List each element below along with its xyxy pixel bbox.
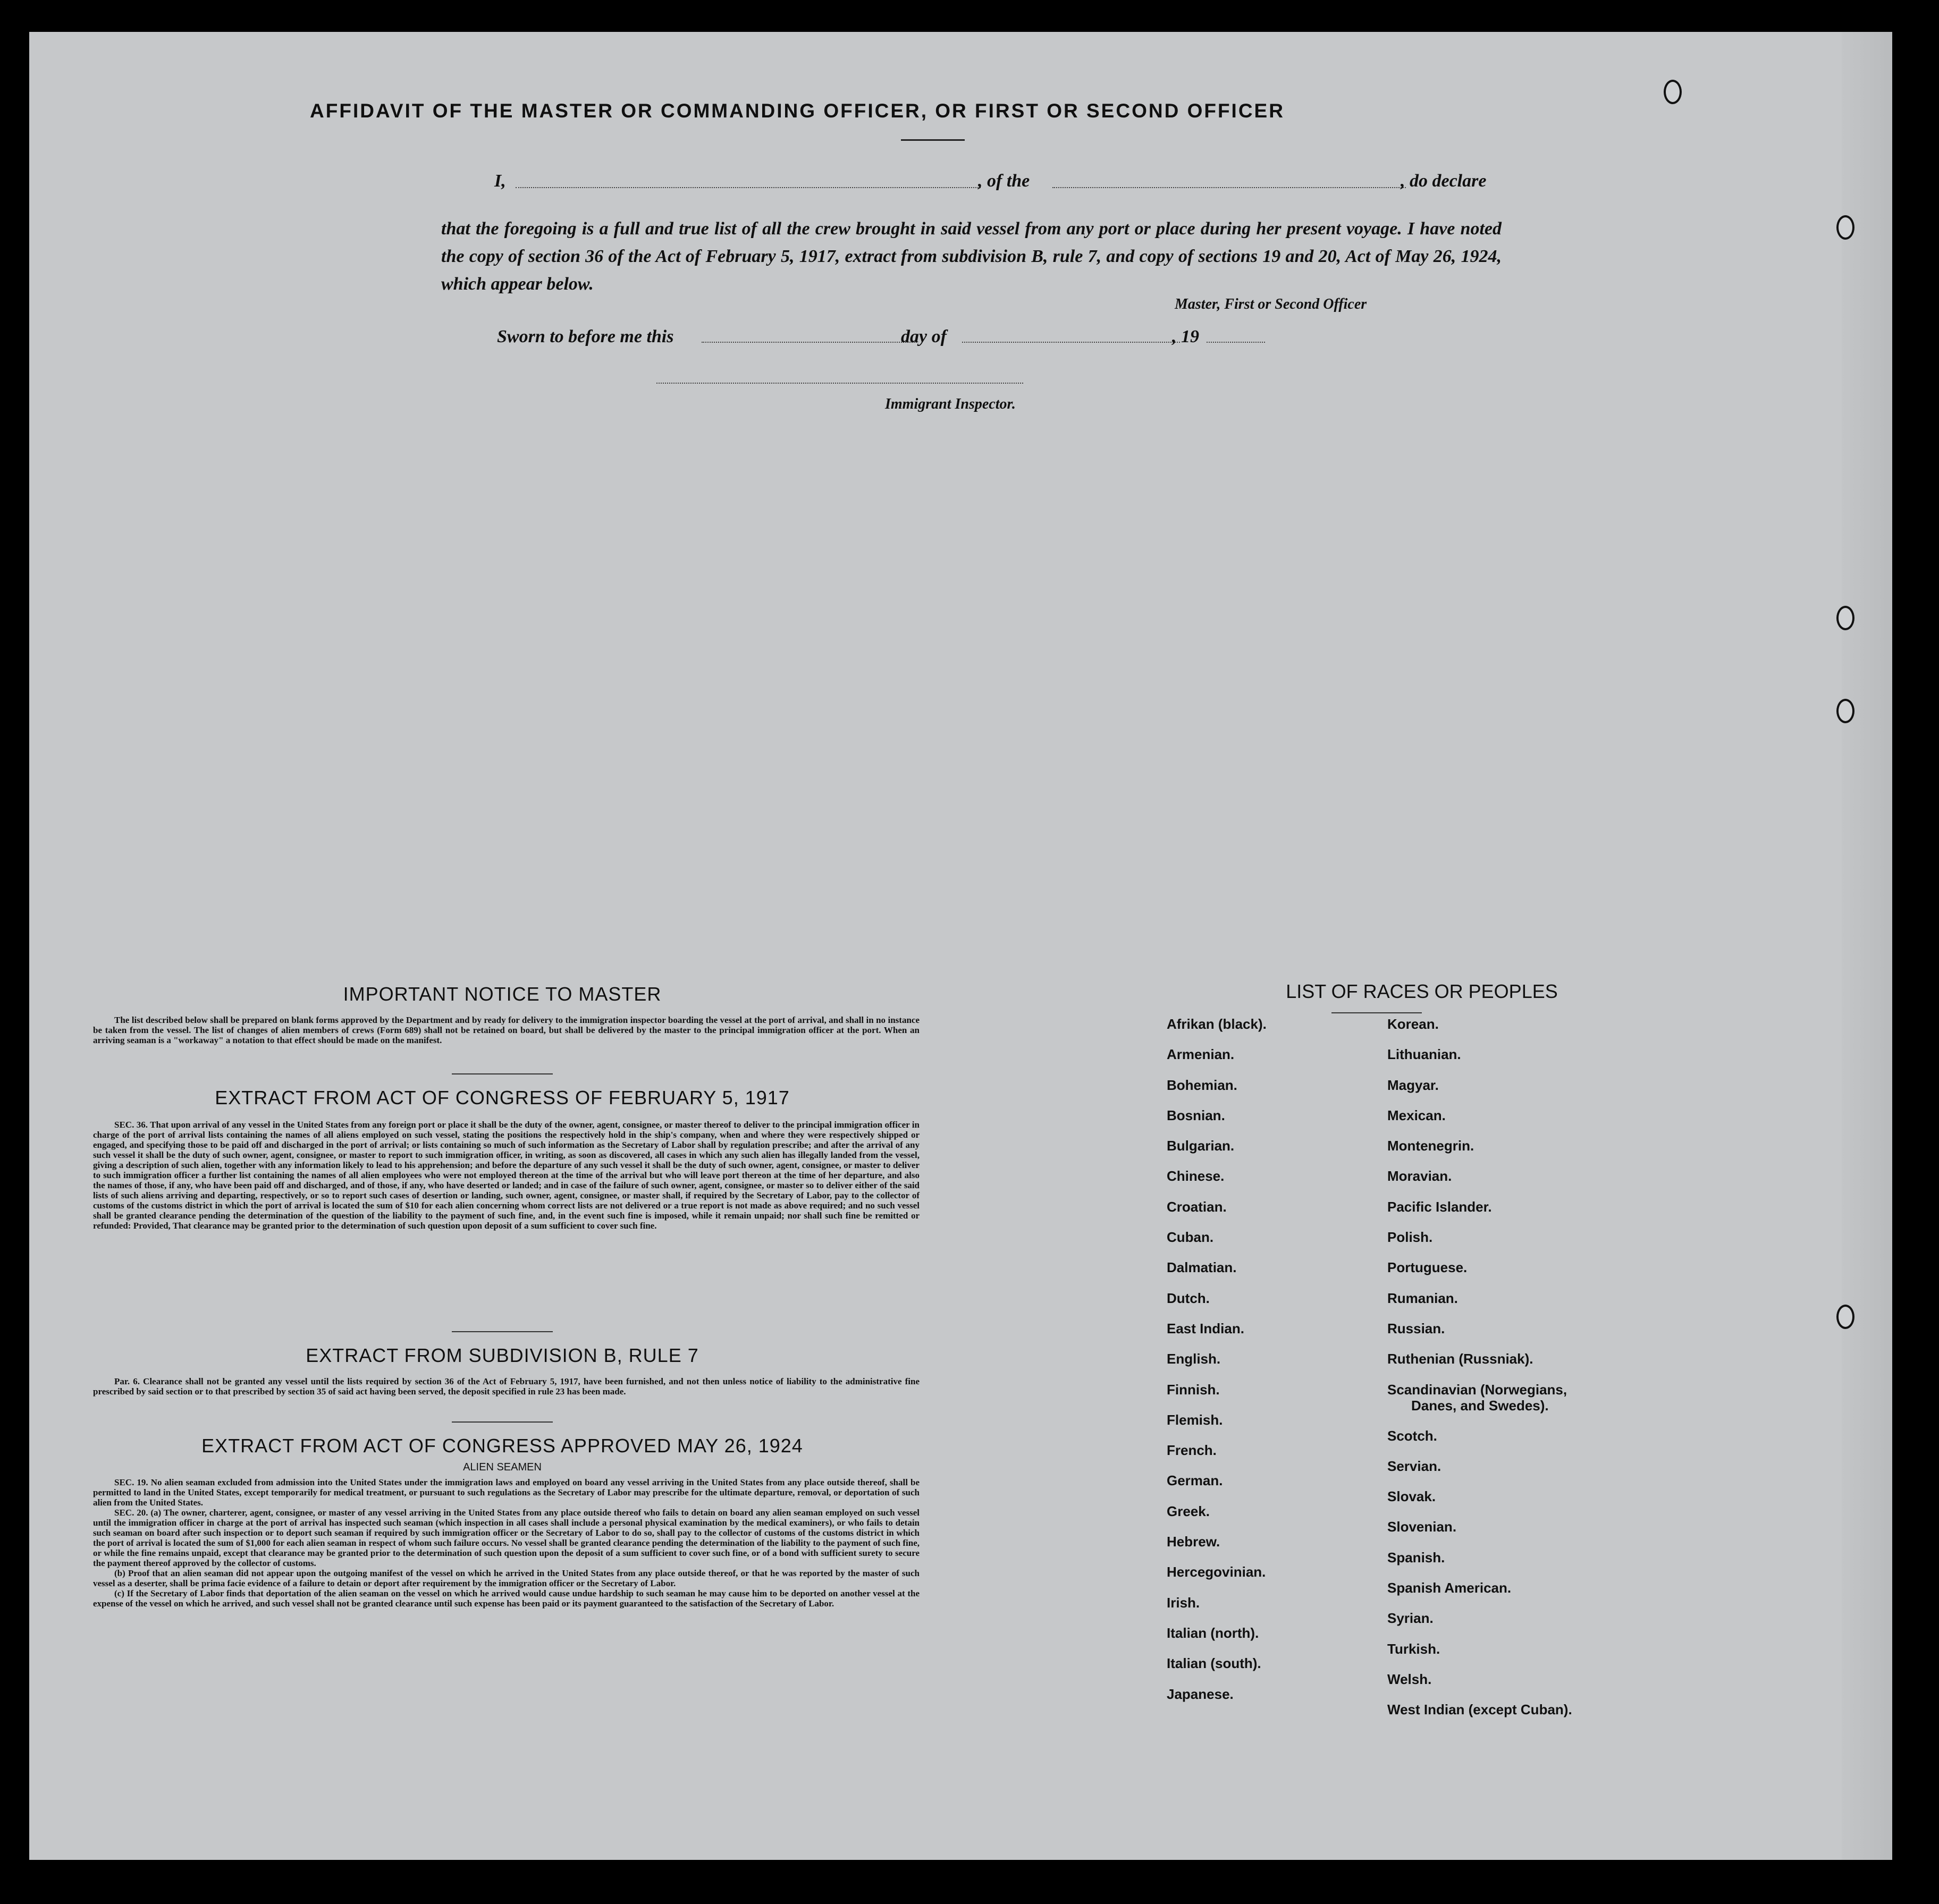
notice-text: The list described below shall be prepared on blank forms approved by the Department and by ready for delivery to the immigration inspector boarding the vessel at the port of arrival, and shall in no instance be taken from the vessel. The list of changes of alien members of crews (Form 689) shall not be retained on board, but shall be delivered by the master to the principal immigration officer at the port. When an arriving seaman is a "workaway" a notation to that effect should be made on the manifest. <box>93 1015 920 1045</box>
document-page <box>29 32 1892 1860</box>
inspector-label: Immigrant Inspector. <box>885 396 1016 412</box>
binder-hole <box>1836 699 1854 723</box>
race-item: Irish. <box>1167 1594 1200 1611</box>
section-divider <box>452 1073 553 1074</box>
race-item: Japanese. <box>1167 1686 1234 1702</box>
sworn-label: Sworn to before me this <box>497 327 674 346</box>
race-item: Ruthenian (Russniak). <box>1387 1351 1533 1367</box>
race-item-continued: Danes, and Swedes). <box>1411 1397 1549 1414</box>
race-item: Russian. <box>1387 1320 1445 1336</box>
race-item: Dalmatian. <box>1167 1259 1237 1276</box>
race-item: Bulgarian. <box>1167 1138 1235 1154</box>
race-item: Portuguese. <box>1387 1259 1468 1276</box>
affidavit-i: I, <box>494 171 506 191</box>
race-item: Cuban. <box>1167 1229 1214 1246</box>
races-divider <box>1331 1012 1422 1013</box>
affidavit-declare: , do declare <box>1401 171 1487 191</box>
race-item: Hercegovinian. <box>1167 1564 1266 1580</box>
race-item: Montenegrin. <box>1387 1138 1474 1154</box>
race-item: Scotch. <box>1387 1427 1437 1444</box>
extract-1917-title: EXTRACT FROM ACT OF CONGRESS OF FEBRUARY 5, 1917 <box>215 1087 790 1108</box>
inspector-signature-line <box>656 383 1023 384</box>
sec19-text: SEC. 19. No alien seaman excluded from admission into the United States under the immigration laws and employed on board any vessel arriving in the United States from any place outside thereof, shall be permitted to land in the United States, except temporarily for medical treatment, or pursuant to such regulations as the Secretary of Labor may prescribe for the ultimate departure, removal, or deportation of such alien from the United States. <box>93 1477 920 1508</box>
extract-1917-block <box>93 1120 920 1231</box>
binder-hole <box>1664 80 1682 104</box>
race-item: Lithuanian. <box>1387 1046 1461 1063</box>
race-item: Rumanian. <box>1387 1290 1458 1306</box>
race-item: Moravian. <box>1387 1168 1452 1184</box>
race-item: Bohemian. <box>1167 1077 1237 1093</box>
race-item: Spanish. <box>1387 1549 1445 1565</box>
race-item: Polish. <box>1387 1229 1433 1246</box>
year-blank-line <box>1207 342 1265 343</box>
race-item: Slovak. <box>1387 1488 1436 1505</box>
race-item: Welsh. <box>1387 1671 1432 1687</box>
race-item: Scandinavian (Norwegians, <box>1387 1381 1567 1398</box>
race-item: Bosnian. <box>1167 1107 1225 1123</box>
rule7-text: Par. 6. Clearance shall not be granted any vessel until the lists required by section 36 of the Act of February 5, 1917, have been furnished, and not then unless notice of liability to the administrative fine prescribed by said section or to that prescribed by section 35 of said act having been served, the deposit specified in rule 23 has been made. <box>93 1376 920 1397</box>
day-blank-line <box>702 342 917 343</box>
binder-hole <box>1836 1305 1854 1329</box>
affidavit-title: AFFIDAVIT OF THE MASTER OR COMMANDING OFFICER, OR FIRST OR SECOND OFFICER <box>310 100 1285 122</box>
signature-label: Master, First or Second Officer <box>1175 296 1367 312</box>
race-item: Finnish. <box>1167 1381 1220 1398</box>
extract-1924-block <box>93 1477 920 1609</box>
section-divider <box>452 1421 553 1423</box>
race-item: East Indian. <box>1167 1320 1244 1336</box>
extract-1924-title: EXTRACT FROM ACT OF CONGRESS APPROVED MAY 26, 1924 <box>201 1435 803 1457</box>
race-item: French. <box>1167 1442 1217 1459</box>
race-item: English. <box>1167 1351 1221 1367</box>
races-title: LIST OF RACES OR PEOPLES <box>1286 980 1558 1002</box>
race-item: Slovenian. <box>1387 1519 1457 1535</box>
race-item: Korean. <box>1387 1016 1439 1032</box>
title-divider <box>901 139 965 141</box>
alien-seamen-subtitle: ALIEN SEAMEN <box>463 1461 542 1473</box>
races-column-1 <box>1167 1016 1267 1716</box>
race-item: Flemish. <box>1167 1411 1223 1428</box>
rule7-title: EXTRACT FROM SUBDIVISION B, RULE 7 <box>306 1344 699 1366</box>
page-edge <box>1842 32 1892 1860</box>
vessel-blank-line <box>1052 187 1406 188</box>
notice-title: IMPORTANT NOTICE TO MASTER <box>343 983 662 1005</box>
race-item: Magyar. <box>1387 1077 1439 1093</box>
race-item: Syrian. <box>1387 1610 1434 1627</box>
race-item: Afrikan (black). <box>1167 1016 1267 1032</box>
sec20b-text: (b) Proof that an alien seaman did not appear upon the outgoing manifest of the vessel on which he arrived in the United States from any place outside thereof, or that he was reported by the master of such vessel as a deserter, shall be prima facie evidence of a failure to detain or deport after requirement by the immigration officer or the Secretary of Labor. <box>93 1568 920 1588</box>
binder-hole <box>1836 215 1854 240</box>
race-item: West Indian (except Cuban). <box>1387 1702 1572 1718</box>
affidavit-paragraph: that the foregoing is a full and true list of all the crew brought in said vessel from any port or place during her present voyage. I have noted the copy of section 36 of the Act of February 5, 1917, extract from subdivision B, rule 7, and copy of sections 19 and 20, Act of May 26, 1924, which appear below. <box>441 219 1502 294</box>
section-divider <box>452 1331 553 1332</box>
race-item: Italian (south). <box>1167 1655 1261 1672</box>
rule7-block <box>93 1376 920 1397</box>
race-item: Servian. <box>1387 1458 1441 1474</box>
race-item: Dutch. <box>1167 1290 1210 1306</box>
race-item: Croatian. <box>1167 1198 1227 1215</box>
race-item: Greek. <box>1167 1503 1210 1519</box>
month-blank-line <box>962 342 1180 343</box>
year-prefix: , 19 <box>1172 327 1199 346</box>
name-blank-line <box>516 187 981 188</box>
race-item: Mexican. <box>1387 1107 1446 1123</box>
race-item: Turkish. <box>1387 1640 1440 1657</box>
race-item: Spanish American. <box>1387 1580 1512 1596</box>
notice-text-block <box>93 1015 920 1045</box>
sec20c-text: (c) If the Secretary of Labor finds that deportation of the alien seaman on the vessel on which he arrived would cause undue hardship to such seaman he may cause him to be deported on another vessel at the expense of the vessel on which he arrived, and such vessel shall not be granted clearance until such expense has been paid or its payment guaranteed to the satisfaction of the Secretary of Labor. <box>93 1588 920 1609</box>
affidavit-of-the: , of the <box>978 171 1030 191</box>
extract-1917-text: SEC. 36. That upon arrival of any vessel in the United States from any foreign port or place it shall be the duty of the owner, agent, consignee, or master thereof to deliver to the principal immigration officer in charge of the port of arrival lists containing the names of all aliens employed on such vessel, stating the positions the respectively hold in the ship's company, when and where they were respectively shipped or engaged, and specifying those to be paid off and discharged in the port of arrival; or lists containing so much of such information as the Secretary of Labor shall by regulation prescribe; and after the arrival of any such vessel it shall be the duty of such owner, agent, consignee, or master to report to such immigration officer, in writing, as soon as discovered, all cases in which any such alien has illegally landed from the vessel, giving a description of such alien, together with any information likely to lead to his apprehension; and before the departure of any such vessel it shall be the duty of such owner, agent, consignee, or master to deliver to such immigration officer a further list containing the names of all alien employees who were not employed thereon at the time of the arrival but who will leave port thereon at the time of her departure, and also the names of those, if any, who have been paid off and discharged, and of those, if any, who have deserted or landed; and in case of the failure of such owner, agent, consignee, or master so to deliver either of the said lists of such aliens arriving and departing, respectively, or so to report such cases of desertion or landing, such owner, agent, consignee, or master shall, if required by the Secretary of Labor, pay to the collector of customs of the customs district in which the port of arrival is located the sum of $10 for each alien concerning whom correct lists are not delivered or a true report is not made as above required; and no such vessel shall be granted clearance pending the determination of the question of the liability to the payment of such fine, and, in the event such fine is imposed, while it remain unpaid; nor shall such fine be remitted or refunded: Provided, That clearance may be granted prior to the determination of such question upon deposit of a sum sufficient to cover such fine. <box>93 1120 920 1231</box>
race-item: Armenian. <box>1167 1046 1235 1063</box>
race-item: Chinese. <box>1167 1168 1225 1184</box>
race-item: German. <box>1167 1473 1223 1489</box>
races-column-2 <box>1387 1016 1572 1732</box>
race-item: Hebrew. <box>1167 1534 1220 1550</box>
binder-hole <box>1836 606 1854 630</box>
race-item: Italian (north). <box>1167 1624 1259 1641</box>
day-of-label: day of <box>901 327 947 346</box>
sec20a-text: SEC. 20. (a) The owner, charterer, agent, consignee, or master of any vessel arriving in the United States from any place outside thereof who fails to detain on board any alien seaman employed on such vessel until the immigration officer in charge at the port of arrival has inspected such seaman (which inspection in all cases shall include a personal physical examination by the medical examiners), or who fails to detain such seaman on board after such inspection or to deport such seaman if required by such immigration officer or the Secretary of Labor to do so, shall pay to the collector of customs of the customs district in which the port of arrival is located the sum of $1,000 for each alien seaman in respect of whom such failure occurs. No vessel shall be granted clearance pending the determination of the liability to the payment of such fine, or while the fine remains unpaid, except that clearance may be granted prior to the determination of such question upon the deposit of a sum sufficient to cover such fine, or of a bond with sufficient surety to secure the payment thereof approved by the collector of customs. <box>93 1508 920 1568</box>
race-item: Pacific Islander. <box>1387 1198 1492 1215</box>
